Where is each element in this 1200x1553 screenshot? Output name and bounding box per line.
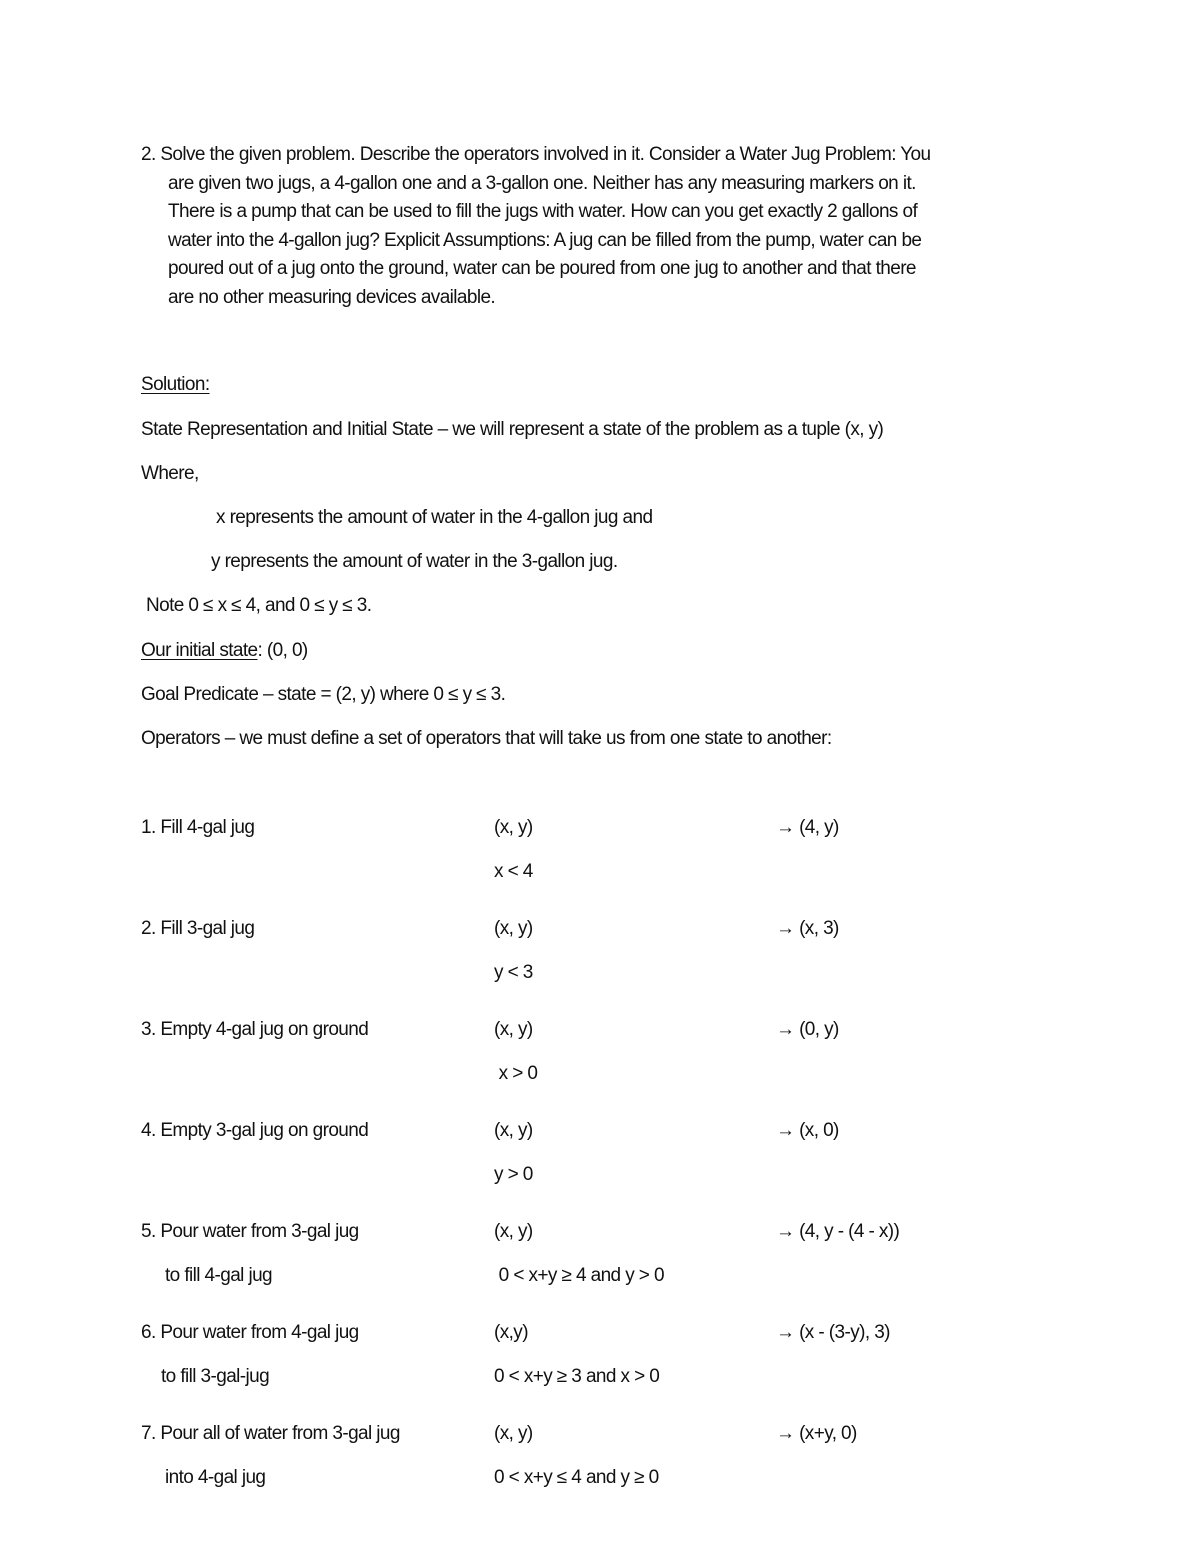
operator-condition: 0 < x+y ≤ 4 and y ≥ 0 [494, 1467, 659, 1488]
operator-result: → (4, y - (4 - x)) [776, 1221, 900, 1242]
operator-state: (x, y) [494, 1120, 533, 1141]
constraint-note: Note 0 ≤ x ≤ 4, and 0 ≤ y ≤ 3. [146, 595, 372, 616]
y-description: y represents the amount of water in the 3-gallon jug. [211, 551, 618, 572]
question-paragraph [141, 141, 1041, 313]
x-description: x represents the amount of water in the 4-gallon jug and [216, 507, 653, 528]
operator-name-continued: to fill 4-gal jug [165, 1265, 273, 1286]
operator-state: (x,y) [494, 1322, 528, 1343]
initial-state [141, 639, 308, 663]
goal-predicate: Goal Predicate – state = (2, y) where 0 ≤ y ≤ 3. [141, 684, 506, 705]
operator-condition: 0 < x+y ≥ 4 and y > 0 [494, 1265, 664, 1286]
operator-result: → (0, y) [776, 1019, 839, 1040]
operator-state: (x, y) [494, 918, 533, 939]
question-line: 2. Solve the given problem. Describe the operators involved in it. Consider a Water Jug Problem: You [141, 144, 931, 165]
operator-condition: y > 0 [494, 1164, 533, 1185]
operator-state: (x, y) [494, 817, 533, 838]
operator-name: 5. Pour water from 3-gal jug [141, 1221, 359, 1242]
operator-result: → (4, y) [776, 817, 839, 838]
question-line: are no other measuring devices available. [168, 286, 496, 308]
question-line: poured out of a jug onto the ground, water can be poured from one jug to another and that there [168, 258, 916, 280]
operator-result: → (x, 0) [776, 1120, 839, 1141]
operator-condition: x < 4 [494, 861, 533, 882]
operator-condition: 0 < x+y ≥ 3 and x > 0 [494, 1366, 660, 1387]
operator-result: → (x, 3) [776, 918, 839, 939]
initial-state-label: Our initial state [141, 640, 258, 661]
operator-condition: y < 3 [494, 962, 533, 983]
initial-state-value: : (0, 0) [257, 640, 308, 661]
where-text: Where, [141, 463, 199, 484]
operator-name-continued: into 4-gal jug [165, 1467, 266, 1488]
operator-condition: x > 0 [494, 1063, 538, 1084]
operator-name: 1. Fill 4-gal jug [141, 817, 255, 838]
state-representation-text: State Representation and Initial State – we will represent a state of the problem as a tuple (x, y) [141, 419, 884, 440]
operator-state: (x, y) [494, 1221, 533, 1242]
question-line: There is a pump that can be used to fill the jugs with water. How can you get exactly 2 gallons of [168, 201, 918, 223]
operators-intro: Operators – we must define a set of operators that will take us from one state to another: [141, 728, 832, 749]
operator-name: 3. Empty 4-gal jug on ground [141, 1019, 369, 1040]
operator-name: 6. Pour water from 4-gal jug [141, 1322, 359, 1343]
question-line: water into the 4-gallon jug? Explicit Assumptions: A jug can be filled from the pump, water can be [168, 229, 922, 251]
operator-state: (x, y) [494, 1019, 533, 1040]
operator-name: 2. Fill 3-gal jug [141, 918, 255, 939]
solution-heading: Solution: [141, 374, 210, 395]
operator-name: 7. Pour all of water from 3-gal jug [141, 1423, 400, 1444]
operator-result: → (x+y, 0) [776, 1423, 857, 1444]
question-line: are given two jugs, a 4-gallon one and a 3-gallon one. Neither has any measuring markers on it. [168, 172, 916, 194]
operator-name: 4. Empty 3-gal jug on ground [141, 1120, 369, 1141]
operator-state: (x, y) [494, 1423, 533, 1444]
operator-result: → (x - (3-y), 3) [776, 1322, 890, 1343]
operator-name-continued: to fill 3-gal-jug [161, 1366, 270, 1387]
